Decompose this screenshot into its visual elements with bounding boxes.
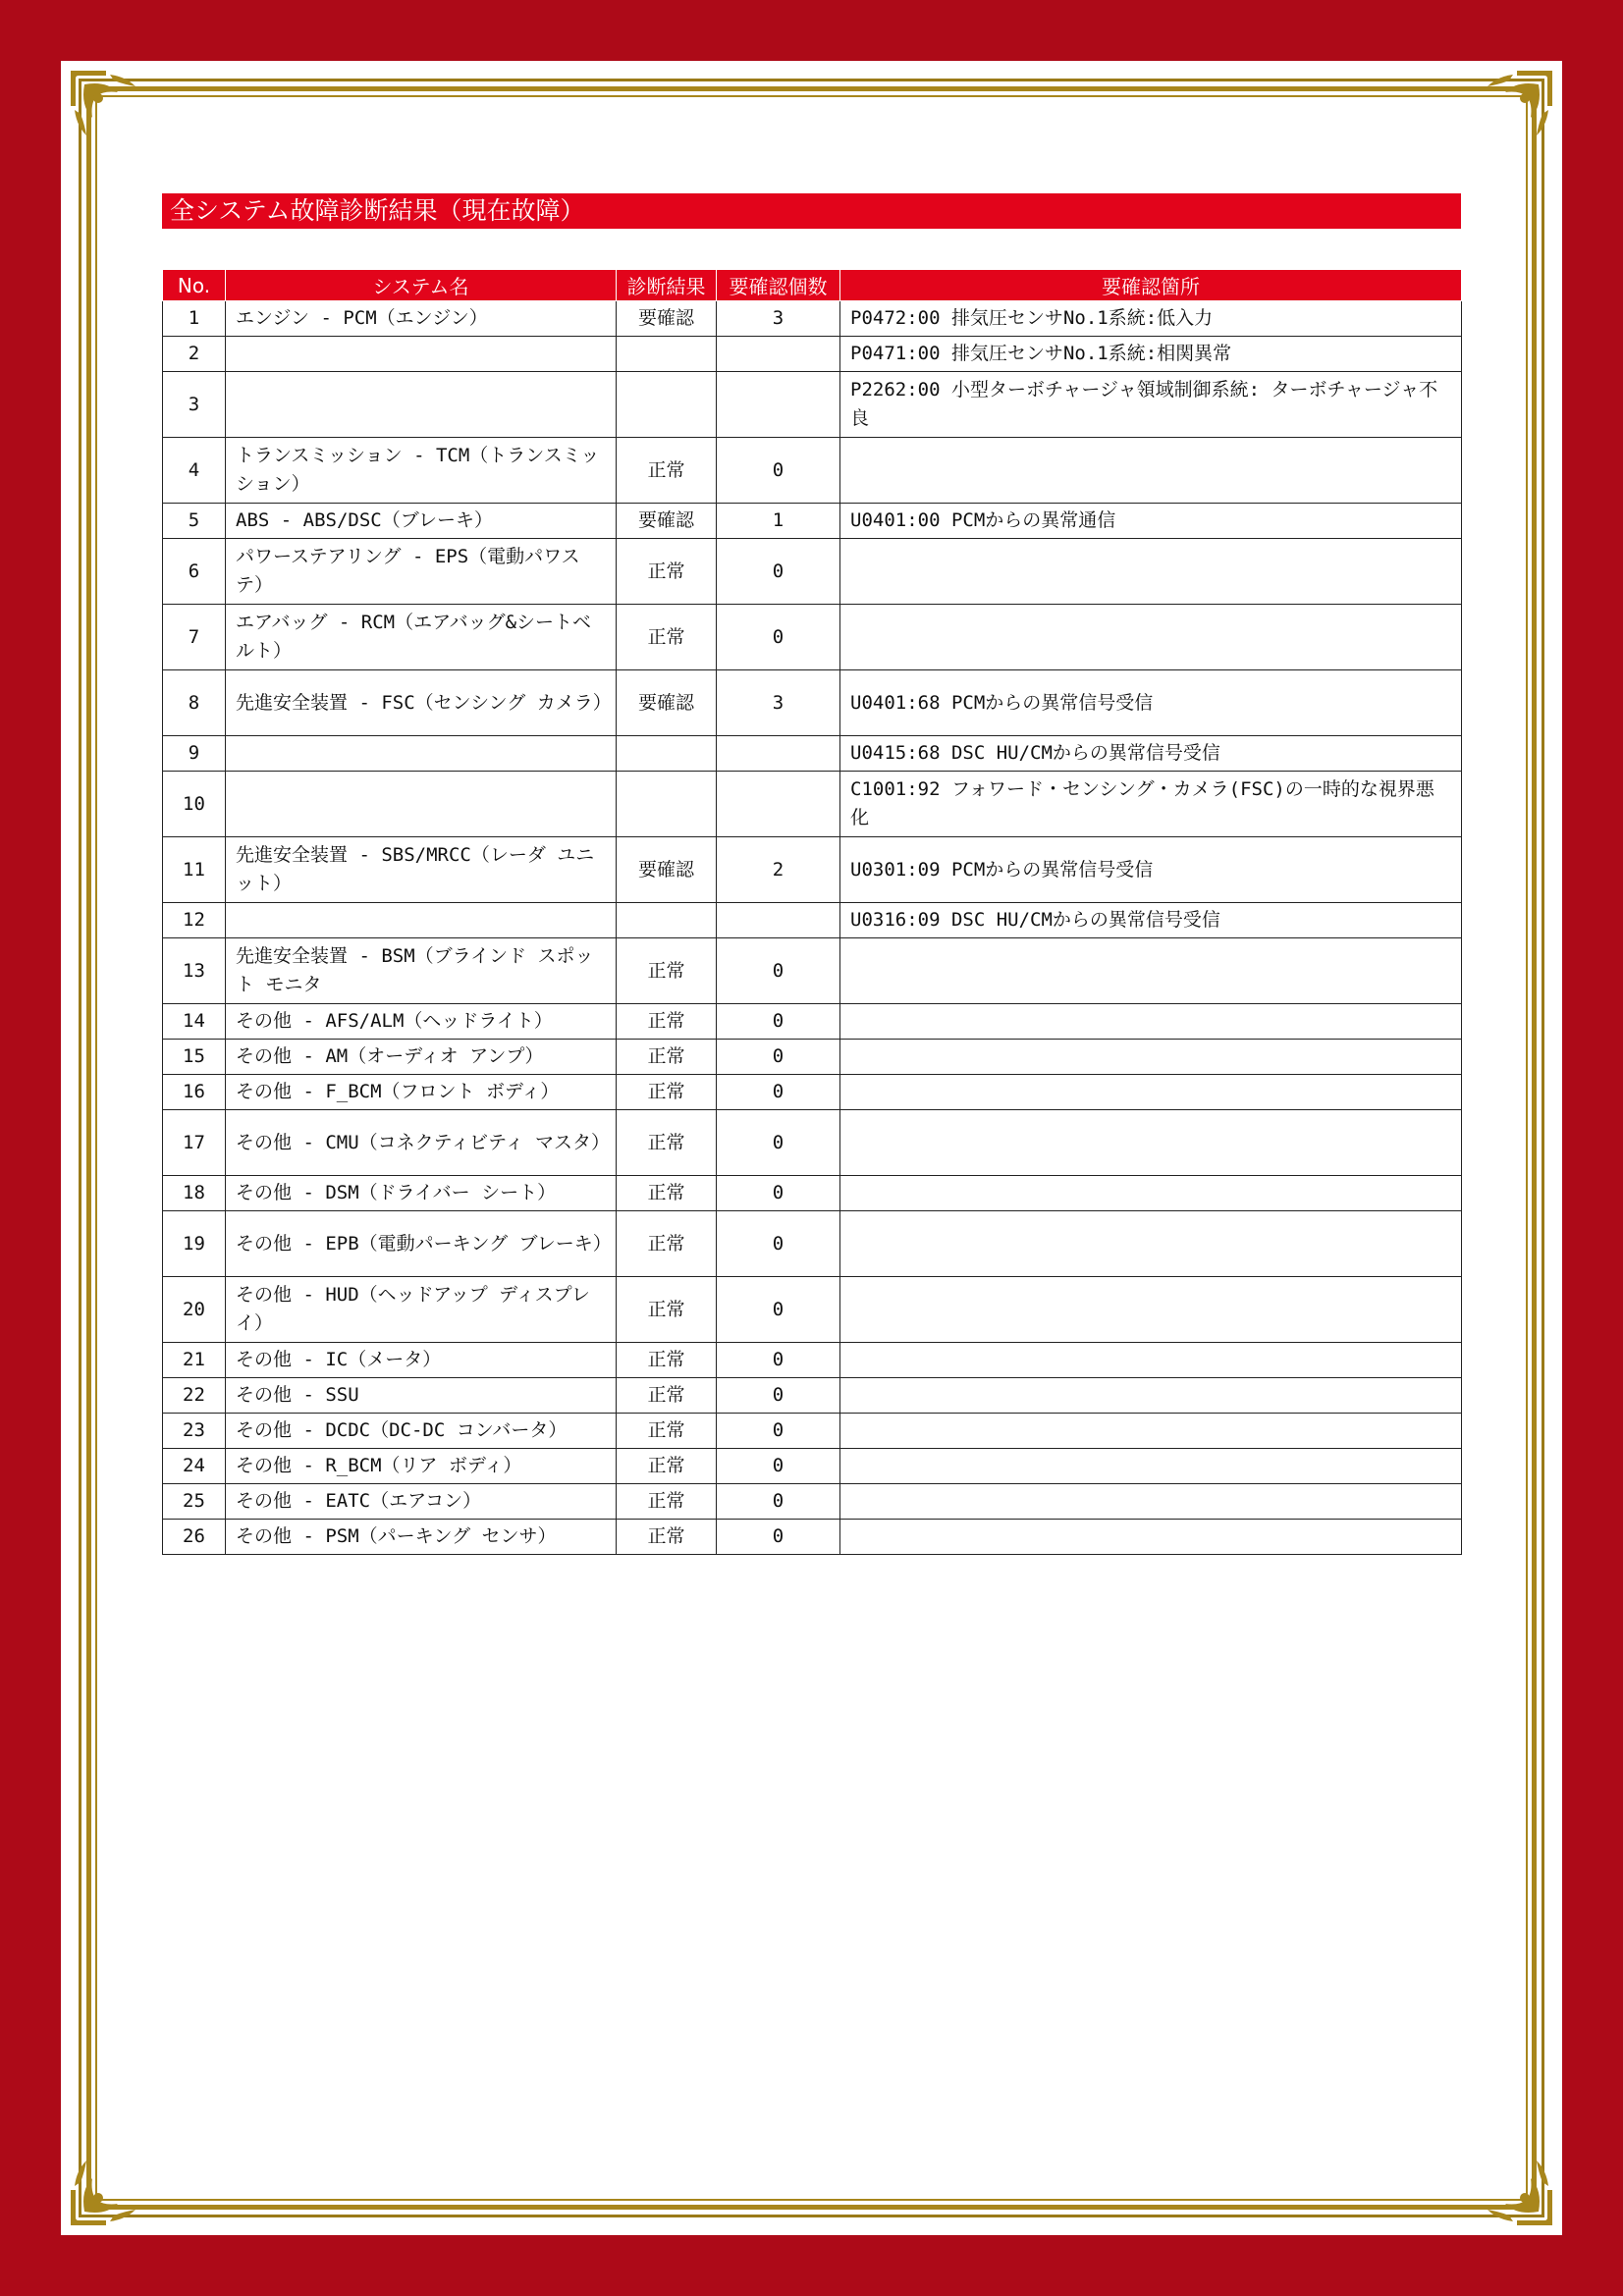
cell-result: 正常 bbox=[617, 1484, 717, 1520]
cell-no: 9 bbox=[163, 736, 226, 772]
table-row bbox=[163, 1449, 1462, 1484]
cell-no: 23 bbox=[163, 1414, 226, 1449]
cell-system-name: 先進安全装置 - SBS/MRCC（レーダ ユニット） bbox=[226, 837, 617, 903]
cell-no: 16 bbox=[163, 1075, 226, 1110]
table-row bbox=[163, 301, 1462, 337]
cell-count bbox=[717, 337, 840, 372]
cell-location: U0401:68 PCMからの異常信号受信 bbox=[840, 670, 1462, 736]
header-count: 要確認個数 bbox=[717, 270, 840, 301]
table-row bbox=[163, 1004, 1462, 1040]
ornament-corner-icon bbox=[67, 2147, 149, 2229]
cell-count: 0 bbox=[717, 938, 840, 1004]
cell-result: 正常 bbox=[617, 1211, 717, 1277]
cell-system-name: パワーステアリング - EPS（電動パワステ） bbox=[226, 539, 617, 605]
table-header-row bbox=[163, 270, 1462, 301]
cell-system-name: その他 - R_BCM（リア ボディ） bbox=[226, 1449, 617, 1484]
cell-location bbox=[840, 1075, 1462, 1110]
cell-result: 正常 bbox=[617, 605, 717, 670]
cell-system-name: その他 - DSM（ドライバー シート） bbox=[226, 1176, 617, 1211]
table-row bbox=[163, 372, 1462, 438]
table-row bbox=[163, 772, 1462, 837]
cell-location bbox=[840, 1277, 1462, 1343]
cell-no: 12 bbox=[163, 903, 226, 938]
cell-system-name: その他 - PSM（パーキング センサ） bbox=[226, 1520, 617, 1555]
cell-location bbox=[840, 605, 1462, 670]
cell-no: 20 bbox=[163, 1277, 226, 1343]
cell-no: 13 bbox=[163, 938, 226, 1004]
cell-result: 要確認 bbox=[617, 504, 717, 539]
cell-system-name bbox=[226, 372, 617, 438]
cell-count: 2 bbox=[717, 837, 840, 903]
cell-result: 正常 bbox=[617, 1075, 717, 1110]
table-row bbox=[163, 670, 1462, 736]
cell-count: 0 bbox=[717, 605, 840, 670]
cell-location bbox=[840, 539, 1462, 605]
cell-count: 1 bbox=[717, 504, 840, 539]
cell-count: 0 bbox=[717, 1378, 840, 1414]
cell-location: P2262:00 小型ターボチャージャ領域制御系統: ターボチャージャ不良 bbox=[840, 372, 1462, 438]
cell-location bbox=[840, 1343, 1462, 1378]
cell-system-name: その他 - HUD（ヘッドアップ ディスプレイ） bbox=[226, 1277, 617, 1343]
cell-no: 10 bbox=[163, 772, 226, 837]
cell-system-name: その他 - IC（メータ） bbox=[226, 1343, 617, 1378]
header-location: 要確認箇所 bbox=[840, 270, 1462, 301]
table-row bbox=[163, 337, 1462, 372]
cell-system-name: ABS - ABS/DSC（ブレーキ） bbox=[226, 504, 617, 539]
table-row bbox=[163, 504, 1462, 539]
cell-count: 0 bbox=[717, 1040, 840, 1075]
cell-location: U0401:00 PCMからの異常通信 bbox=[840, 504, 1462, 539]
cell-location bbox=[840, 1414, 1462, 1449]
cell-location: P0471:00 排気圧センサNo.1系統:相関異常 bbox=[840, 337, 1462, 372]
cell-system-name: その他 - SSU bbox=[226, 1378, 617, 1414]
cell-system-name: 先進安全装置 - BSM（ブラインド スポット モニタ bbox=[226, 938, 617, 1004]
cell-system-name: その他 - EPB（電動パーキング ブレーキ） bbox=[226, 1211, 617, 1277]
table-body bbox=[163, 301, 1462, 1555]
cell-result bbox=[617, 736, 717, 772]
cell-no: 14 bbox=[163, 1004, 226, 1040]
table-row bbox=[163, 1075, 1462, 1110]
cell-location: U0316:09 DSC HU/CMからの異常信号受信 bbox=[840, 903, 1462, 938]
cell-system-name: 先進安全装置 - FSC（センシング カメラ） bbox=[226, 670, 617, 736]
cell-result: 要確認 bbox=[617, 301, 717, 337]
cell-location bbox=[840, 438, 1462, 504]
cell-count: 0 bbox=[717, 539, 840, 605]
cell-location bbox=[840, 1484, 1462, 1520]
cell-result: 正常 bbox=[617, 1378, 717, 1414]
table-row bbox=[163, 1211, 1462, 1277]
cell-location bbox=[840, 938, 1462, 1004]
table-row bbox=[163, 837, 1462, 903]
cell-count: 0 bbox=[717, 1277, 840, 1343]
cell-system-name: エンジン - PCM（エンジン） bbox=[226, 301, 617, 337]
cell-location: U0415:68 DSC HU/CMからの異常信号受信 bbox=[840, 736, 1462, 772]
cell-location bbox=[840, 1110, 1462, 1176]
table-row bbox=[163, 938, 1462, 1004]
cell-system-name bbox=[226, 337, 617, 372]
cell-no: 26 bbox=[163, 1520, 226, 1555]
cell-result: 正常 bbox=[617, 1343, 717, 1378]
cell-result: 正常 bbox=[617, 1176, 717, 1211]
cell-count: 0 bbox=[717, 1004, 840, 1040]
cell-location bbox=[840, 1520, 1462, 1555]
ornament-corner-icon bbox=[67, 67, 149, 149]
cell-result bbox=[617, 903, 717, 938]
header-no: No. bbox=[163, 270, 226, 301]
header-system-name: システム名 bbox=[226, 270, 617, 301]
cell-result: 要確認 bbox=[617, 837, 717, 903]
cell-location: P0472:00 排気圧センサNo.1系統:低入力 bbox=[840, 301, 1462, 337]
cell-count: 0 bbox=[717, 1110, 840, 1176]
cell-system-name: その他 - DCDC（DC-DC コンバータ） bbox=[226, 1414, 617, 1449]
header-result: 診断結果 bbox=[617, 270, 717, 301]
cell-location bbox=[840, 1378, 1462, 1414]
cell-count: 0 bbox=[717, 1484, 840, 1520]
cell-count: 0 bbox=[717, 438, 840, 504]
cell-count bbox=[717, 736, 840, 772]
cell-result bbox=[617, 337, 717, 372]
cell-result: 正常 bbox=[617, 1004, 717, 1040]
cell-no: 25 bbox=[163, 1484, 226, 1520]
cell-result: 正常 bbox=[617, 1277, 717, 1343]
diagnosis-table bbox=[162, 269, 1462, 1555]
cell-system-name: その他 - AFS/ALM（ヘッドライト） bbox=[226, 1004, 617, 1040]
cell-no: 15 bbox=[163, 1040, 226, 1075]
cell-count: 3 bbox=[717, 670, 840, 736]
cell-system-name bbox=[226, 736, 617, 772]
cell-count: 0 bbox=[717, 1414, 840, 1449]
cell-system-name bbox=[226, 903, 617, 938]
cell-result: 正常 bbox=[617, 438, 717, 504]
page-title: 全システム故障診断結果（現在故障） bbox=[162, 193, 1461, 229]
cell-no: 2 bbox=[163, 337, 226, 372]
cell-result: 正常 bbox=[617, 1414, 717, 1449]
table-row bbox=[163, 1484, 1462, 1520]
table-row bbox=[163, 903, 1462, 938]
cell-no: 18 bbox=[163, 1176, 226, 1211]
cell-count: 0 bbox=[717, 1211, 840, 1277]
cell-count bbox=[717, 372, 840, 438]
cell-count bbox=[717, 903, 840, 938]
cell-no: 21 bbox=[163, 1343, 226, 1378]
ornament-corner-icon bbox=[1474, 2147, 1556, 2229]
cell-location bbox=[840, 1176, 1462, 1211]
table-row bbox=[163, 1414, 1462, 1449]
cell-count: 0 bbox=[717, 1176, 840, 1211]
table-row bbox=[163, 605, 1462, 670]
cell-count: 0 bbox=[717, 1449, 840, 1484]
table-row bbox=[163, 1520, 1462, 1555]
cell-count: 0 bbox=[717, 1343, 840, 1378]
cell-result: 要確認 bbox=[617, 670, 717, 736]
cell-count: 0 bbox=[717, 1520, 840, 1555]
cell-result: 正常 bbox=[617, 1520, 717, 1555]
cell-result: 正常 bbox=[617, 938, 717, 1004]
cell-count bbox=[717, 772, 840, 837]
cell-result: 正常 bbox=[617, 1040, 717, 1075]
cell-system-name bbox=[226, 772, 617, 837]
table-row bbox=[163, 1378, 1462, 1414]
cell-system-name: エアバッグ - RCM（エアバッグ&シートベルト） bbox=[226, 605, 617, 670]
cell-location bbox=[840, 1449, 1462, 1484]
cell-location bbox=[840, 1004, 1462, 1040]
cell-no: 3 bbox=[163, 372, 226, 438]
cell-result: 正常 bbox=[617, 539, 717, 605]
cell-no: 22 bbox=[163, 1378, 226, 1414]
cell-system-name: その他 - EATC（エアコン） bbox=[226, 1484, 617, 1520]
cell-no: 8 bbox=[163, 670, 226, 736]
cell-count: 0 bbox=[717, 1075, 840, 1110]
cell-no: 7 bbox=[163, 605, 226, 670]
cell-system-name: その他 - F_BCM（フロント ボディ） bbox=[226, 1075, 617, 1110]
cell-no: 5 bbox=[163, 504, 226, 539]
cell-no: 1 bbox=[163, 301, 226, 337]
cell-result bbox=[617, 372, 717, 438]
cell-location bbox=[840, 1211, 1462, 1277]
cell-location bbox=[840, 1040, 1462, 1075]
cell-no: 17 bbox=[163, 1110, 226, 1176]
table-row bbox=[163, 736, 1462, 772]
cell-result: 正常 bbox=[617, 1110, 717, 1176]
cell-system-name: その他 - AM（オーディオ アンプ） bbox=[226, 1040, 617, 1075]
cell-result: 正常 bbox=[617, 1449, 717, 1484]
cell-no: 4 bbox=[163, 438, 226, 504]
cell-no: 6 bbox=[163, 539, 226, 605]
table-row bbox=[163, 1176, 1462, 1211]
cell-no: 11 bbox=[163, 837, 226, 903]
ornament-corner-icon bbox=[1474, 67, 1556, 149]
cell-location: U0301:09 PCMからの異常信号受信 bbox=[840, 837, 1462, 903]
table-row bbox=[163, 1277, 1462, 1343]
table-row bbox=[163, 1110, 1462, 1176]
cell-system-name: トランスミッション - TCM（トランスミッション） bbox=[226, 438, 617, 504]
cell-location: C1001:92 フォワード・センシング・カメラ(FSC)の一時的な視界悪化 bbox=[840, 772, 1462, 837]
cell-count: 3 bbox=[717, 301, 840, 337]
table-row bbox=[163, 1343, 1462, 1378]
cell-no: 19 bbox=[163, 1211, 226, 1277]
table-row bbox=[163, 1040, 1462, 1075]
table-row bbox=[163, 438, 1462, 504]
cell-system-name: その他 - CMU（コネクティビティ マスタ） bbox=[226, 1110, 617, 1176]
table-row bbox=[163, 539, 1462, 605]
cell-result bbox=[617, 772, 717, 837]
cell-no: 24 bbox=[163, 1449, 226, 1484]
